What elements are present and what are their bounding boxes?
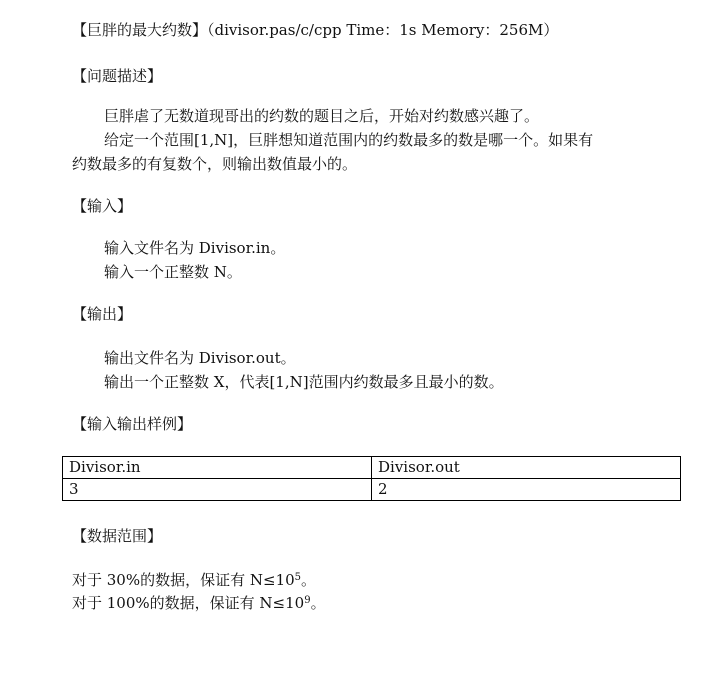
input-line-1: 输入文件名为 Divisor.in。	[104, 239, 286, 257]
problem-title-meta: （divisor.pas/c/cpp Time：1s Memory：256M）	[207, 21, 559, 39]
sample-table-header-row	[63, 457, 681, 479]
range-line-1-text: 对于 30%的数据，保证有 N≤10	[72, 571, 295, 589]
range-line-2-text: 对于 100%的数据，保证有 N≤10	[72, 594, 305, 612]
description-line-2: 给定一个范围[1,N]，巨胖想知道范围内的约数最多的数是哪一个。如果有	[104, 131, 594, 149]
input-heading: 【输入】	[72, 197, 133, 215]
description-line-1: 巨胖虐了无数道现哥出的约数的题目之后，开始对约数感兴趣了。	[104, 107, 540, 125]
problem-title	[72, 20, 558, 40]
input-line-2: 输入一个正整数 N。	[104, 263, 242, 281]
range-line-1	[72, 570, 316, 590]
output-line-2: 输出一个正整数 X，代表[1,N]范围内约数最多且最小的数。	[104, 373, 504, 391]
sample-header-input: Divisor.in	[63, 457, 372, 479]
range-heading: 【数据范围】	[72, 527, 163, 545]
range-line-1-exponent: 5	[294, 572, 302, 583]
sample-header-output: Divisor.out	[372, 457, 681, 479]
output-heading: 【输出】	[72, 305, 133, 323]
description-heading: 【问题描述】	[72, 67, 163, 85]
range-line-1-end: 。	[301, 571, 317, 589]
table-row	[63, 479, 681, 501]
description-line-3: 约数最多的有复数个，则输出数值最小的。	[72, 155, 358, 173]
sample-cell-output: 2	[372, 479, 681, 501]
problem-title-name: 【巨胖的最大约数】	[72, 21, 208, 39]
range-line-2-end: 。	[310, 594, 326, 612]
sample-cell-input: 3	[63, 479, 372, 501]
range-line-2	[72, 593, 326, 613]
output-line-1: 输出文件名为 Divisor.out。	[104, 349, 296, 367]
sample-table	[62, 456, 681, 501]
range-line-2-exponent: 9	[304, 595, 311, 606]
sample-heading: 【输入输出样例】	[72, 415, 193, 433]
